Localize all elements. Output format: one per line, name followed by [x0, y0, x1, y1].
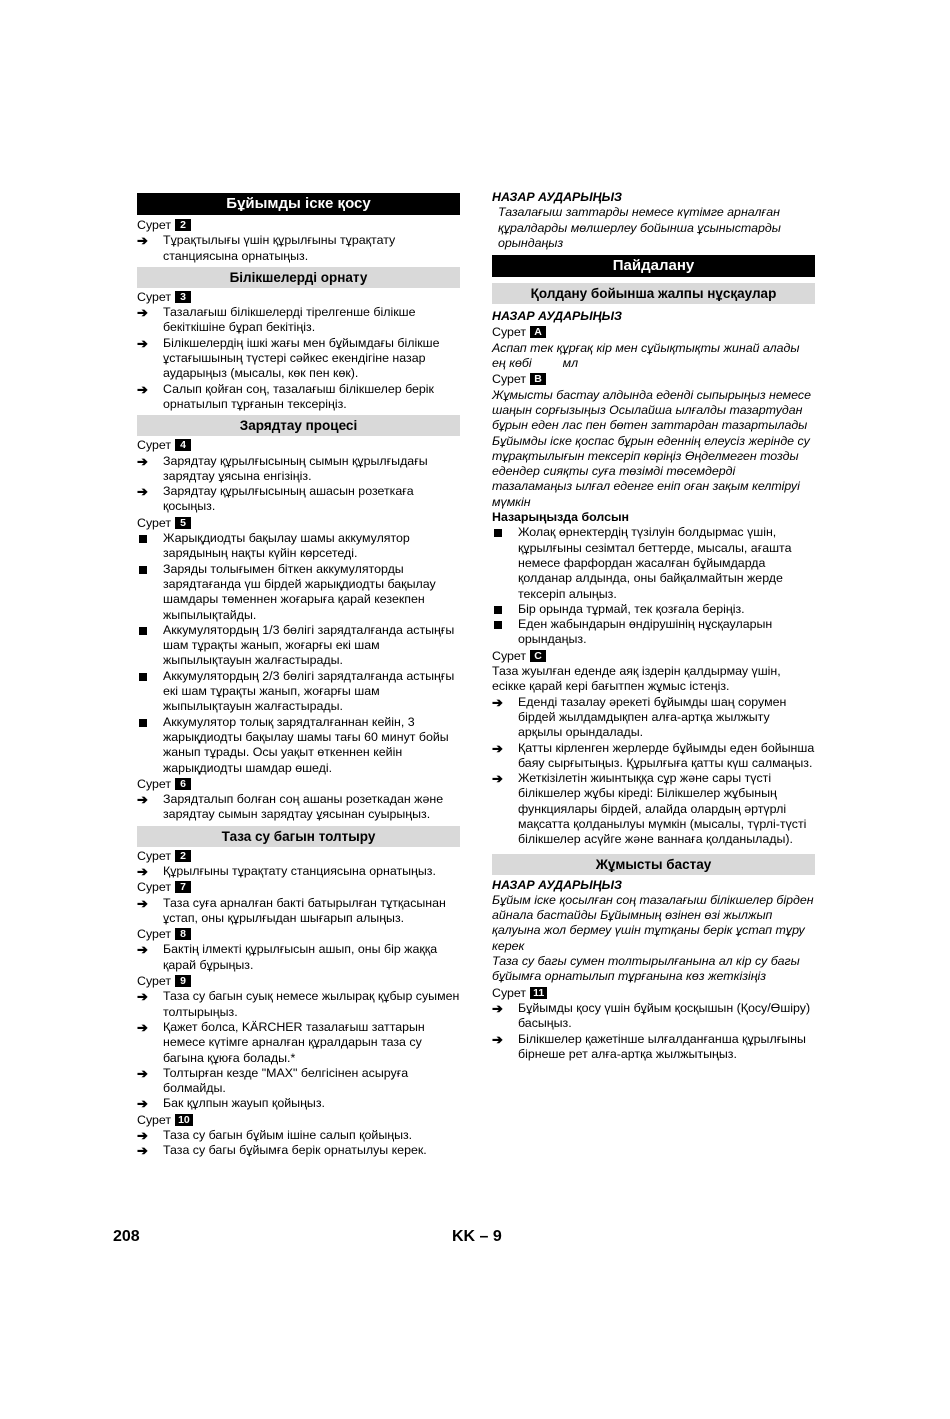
figure-ref: Сурет 2	[137, 849, 460, 864]
figure-ref: Сурет 6	[137, 777, 460, 792]
arrow-right-icon: ➔	[137, 1096, 148, 1112]
caution-title: Назарыңызда болсын	[492, 510, 630, 525]
figure-ref: Сурет C	[492, 649, 815, 664]
bullet-item: Бір орында тұрмай, тек қозғала беріңіз.	[492, 602, 815, 617]
arrow-right-icon: ➔	[137, 484, 148, 500]
instruction-item: ➔ Зарядтау құрылғысының сымын құрылғыдағы зарядтау ұясына енгізіңіз.	[137, 453, 428, 483]
section-title-rollers: Білікшелерді орнату	[137, 267, 460, 288]
square-bullet-icon	[139, 673, 147, 681]
section-title-fresh-water: Таза су багын толтыру	[137, 826, 460, 847]
instruction-item: ➔ Қатты кірленген жерлерде бұйымды еден бойынша баяу сырғытыңыз. Құрылғыға қатты күш салмаңыз.	[492, 740, 815, 770]
instruction-item: ➔ Қажет болса, KÄRCHER тазалағыш заттарын немесе күтімге арналған құралдарын таза су багына құюға болады.*	[137, 1019, 425, 1065]
instruction-item: ➔ Тазалағыш білікшелерді тірелгенше білікше бекіткішіне бұрап бекітіңіз.	[137, 305, 416, 335]
instruction-item: ➔ Білікшелер қажетінше ылғалданғанша құрылғыны бірнеше рет алға-артқа жылжытыңыз.	[492, 1031, 806, 1061]
figure-ref: Сурет 7	[137, 880, 460, 895]
figure-badge: 8	[175, 928, 191, 940]
figure-badge: B	[530, 373, 546, 385]
warning-text: Тазалағыш заттарды немесе күтімге арналған құралдарды мөлшерлеу бойынша ұсыныстарды орындаңыз	[498, 205, 781, 250]
warning-text: Таза су багы сумен толтырылғанына ал кір су багы бұйымға орнатылып тұрғанына көз жеткізіңіз	[492, 954, 800, 984]
bullet-item: Еден жабындарын өндірушінің нұсқауларын орындаңыз.	[492, 617, 815, 648]
section-title-charging: Зарядтау процесі	[137, 415, 460, 436]
figure-ref: Сурет 9	[137, 974, 460, 989]
figure-badge: A	[530, 326, 546, 338]
instruction-item: ➔ Таза су багын суық немесе жылырақ құбыр суымен толтырыңыз.	[137, 989, 460, 1019]
instruction-item: ➔ Зарядтау құрылғысының ашасын розеткаға қосыңыз.	[137, 484, 414, 514]
square-bullet-icon	[139, 627, 147, 635]
body-text: Таза жуылған еденде аяқ іздерін қалдырмау үшін, есікке қарай кері бағытпен жұмыс істеңіз.	[492, 664, 781, 694]
section-title-start-work: Жұмысты бастау	[492, 854, 815, 875]
figure-badge: 2	[175, 219, 191, 231]
bullet-item: Заряды толығымен біткен аккумуляторды зарядтағанда үш бірдей жарықдиодты бақылау шамдары төменнен жоғарыға қарай кезекпен жыпылықтайды.	[137, 562, 460, 623]
figure-badge: 11	[530, 987, 547, 999]
page-number: 208	[113, 1228, 140, 1245]
arrow-right-icon: ➔	[137, 233, 148, 249]
bullet-item: Аккумулятор толық зарядталғаннан кейін, 3 жарықдиодты бақылау шамы тағы 60 минут бойы жанып тұрады. Осы уақыт өткеннен кейін жарықдиодты шамдар өшеді.	[137, 715, 460, 776]
instruction-item: ➔ Зарядталып болған соң ашаны розеткадан және зарядтау сымын зарядтау ұясынан суырыңыз.	[137, 792, 444, 822]
instruction-item: ➔ Таза су багын бұйым ішіне салып қойыңыз.	[137, 1128, 413, 1144]
right-column	[492, 190, 815, 1062]
section-title-start: Бұйымды іске қосу	[137, 193, 460, 215]
instruction-item: ➔ Бұйымды қосу үшін бұйым қосқышын (Қосу/Өшіру) басыңыз.	[492, 1000, 811, 1031]
instruction-item: ➔ Таза су багы бұйымға берік орнатылуы керек.	[137, 1143, 427, 1159]
figure-ref: Сурет 3	[137, 290, 460, 305]
bullet-item: Жолақ өрнектердің түзілуін болдырмас үшін, құрылғыны сезімтал беттерде, мысалы, ағашта немесе фарфордан жасалған бұйымдарда қолданар алдында, оны байқалмайтын жерде тексеріп алыңыз.	[492, 525, 815, 601]
warning-title: НАЗАР АУДАРЫҢЫЗ	[492, 309, 622, 324]
section-title-operation: Пайдалану	[492, 255, 815, 277]
figure-badge: 9	[175, 975, 191, 987]
figure-badge: 10	[175, 1114, 193, 1126]
figure-badge: 7	[175, 881, 191, 893]
figure-ref: Сурет 10	[137, 1113, 460, 1128]
arrow-right-icon: ➔	[137, 863, 148, 879]
bullet-item: Жарықдиодты бақылау шамы аккумулятор зарядының нақты күйін көрсетеді.	[137, 531, 460, 562]
arrow-right-icon: ➔	[137, 989, 148, 1005]
warning-text: Аспап тек құрғақ кір мен сұйықтықты жинай алады ең көбі мл	[492, 340, 807, 371]
figure-ref: Сурет 8	[137, 927, 460, 942]
arrow-right-icon: ➔	[137, 1128, 148, 1144]
bullet-item: Аккумулятордың 2/3 бөлігі зарядталғанда астыңғы екі шам тұрақты жанып, жоғарғы шам жыпылықтауын жалғастырады.	[137, 669, 460, 715]
arrow-right-icon: ➔	[137, 792, 148, 808]
figure-badge: 2	[175, 850, 191, 862]
instruction-item: ➔ Салып қойған соң, тазалағыш білікшелер берік орнатылып тұрғанын тексеріңіз.	[137, 381, 434, 411]
figure-badge: 5	[175, 517, 191, 529]
arrow-right-icon: ➔	[137, 1019, 148, 1035]
warning-text: Бұйым іске қосылған соң тазалағыш білікшелер бірден айнала бастайды Бұйымның өзінен өзі жылжып қалуына жол бермеу үшін тұтқаны берік ұстап тұру керек	[492, 892, 814, 953]
instruction-item: ➔ Бактің ілмекті құрылғысын ашып, оны бір жаққа қарай бұрыңыз.	[137, 942, 438, 972]
warning-text: Жұмысты бастау алдында еденді сыпырыңыз немесе шаңын сорғызыңыз Осылайша ылғалды тазартудан бұрын еден лас пен бөтен заттардан тазартылады	[492, 387, 811, 433]
instruction-item: ➔ Бак құлпын жауып қойыңыз.	[137, 1096, 325, 1112]
arrow-right-icon: ➔	[137, 895, 148, 911]
figure-badge: 3	[175, 291, 191, 303]
warning-title: НАЗАР АУДАРЫҢЫЗ	[492, 877, 622, 892]
figure-ref: Сурет B	[492, 372, 815, 387]
arrow-right-icon: ➔	[492, 740, 503, 756]
arrow-right-icon: ➔	[492, 1000, 503, 1016]
figure-ref: Сурет 11	[492, 986, 815, 1001]
figure-ref: Сурет 5	[137, 516, 460, 531]
arrow-right-icon: ➔	[492, 771, 503, 787]
square-bullet-icon	[139, 535, 147, 543]
figure-badge: 4	[175, 439, 191, 451]
bullet-item: Аккумулятордың 1/3 бөлігі зарядталғанда астыңғы шам тұрақты жанып, жоғарғы екі шам жыпылықтауын жалғастырады.	[137, 623, 460, 669]
square-bullet-icon	[139, 566, 147, 574]
square-bullet-icon	[494, 529, 502, 537]
arrow-right-icon: ➔	[137, 1065, 148, 1081]
left-column	[137, 193, 460, 1159]
arrow-right-icon: ➔	[137, 453, 148, 469]
arrow-right-icon: ➔	[137, 381, 148, 397]
square-bullet-icon	[494, 621, 502, 629]
arrow-right-icon: ➔	[137, 305, 148, 321]
warning-title: НАЗАР АУДАРЫҢЫЗ	[492, 190, 622, 204]
arrow-right-icon: ➔	[137, 335, 148, 351]
arrow-right-icon: ➔	[137, 942, 148, 958]
figure-ref: Сурет A	[492, 325, 815, 340]
square-bullet-icon	[139, 719, 147, 727]
instruction-item: ➔ Жеткізілетін жиынтыққа сұр және сары түсті білікшелер жұбы кіреді: Білікшелер жұбының функциялары бірдей, алайда олардың әртүрлі мақсатта қолданылуы мүмкін (мысалы, түрлі-түсті білікшелер асүйге және ваннаға қолданылады).	[492, 771, 807, 847]
arrow-right-icon: ➔	[492, 694, 503, 710]
instruction-item: ➔ Білікшелердің ішкі жағы мен бұйымдағы білікше ұстағышының түстері сәйкес екендігіне назар аударыңыз (мысалы, көк пен көк).	[137, 335, 440, 381]
instruction-item: ➔ Таза суға арналған бакті батырылған тұтқасынан ұстап, оны құрылғыдан шығарып алыңыз.	[137, 895, 446, 925]
warning-text: Бұйымды іске қоспас бұрын еденнің елеусіз жерінде су тұрақтылығын тексеріп көріңіз Өңделмеген тозды едендер сияқты суға төзімді төсемдерді тазаламаңыз ылғал еденге еніп оған зақым келтіруі мүмкін	[492, 433, 810, 509]
arrow-right-icon: ➔	[492, 1031, 503, 1047]
instruction-item: ➔ Толтырған кезде "MAX" белгісінен асыруға болмайды.	[137, 1065, 409, 1096]
figure-ref: Сурет 2	[137, 218, 460, 233]
instruction-item: ➔ Еденді тазалау әрекеті бұйымды шаң сорумен бірдей жылдамдықпен алға-артқа жылжыту арқылы орындалады.	[492, 694, 787, 740]
figure-badge: C	[530, 650, 546, 662]
instruction-item: ➔ Құрылғыны тұрақтату станциясына орнатыңыз.	[137, 863, 436, 879]
figure-ref: Сурет 4	[137, 438, 460, 453]
figure-badge: 6	[175, 778, 191, 790]
section-title-general-notes: Қолдану бойынша жалпы нұсқаулар	[492, 283, 815, 304]
arrow-right-icon: ➔	[137, 1143, 148, 1159]
instruction-item: ➔ Тұрақтылығы үшін құрылғыны тұрақтату станциясына орнатыңыз.	[137, 233, 396, 263]
page-code: KK – 9	[452, 1228, 502, 1245]
square-bullet-icon	[494, 606, 502, 614]
